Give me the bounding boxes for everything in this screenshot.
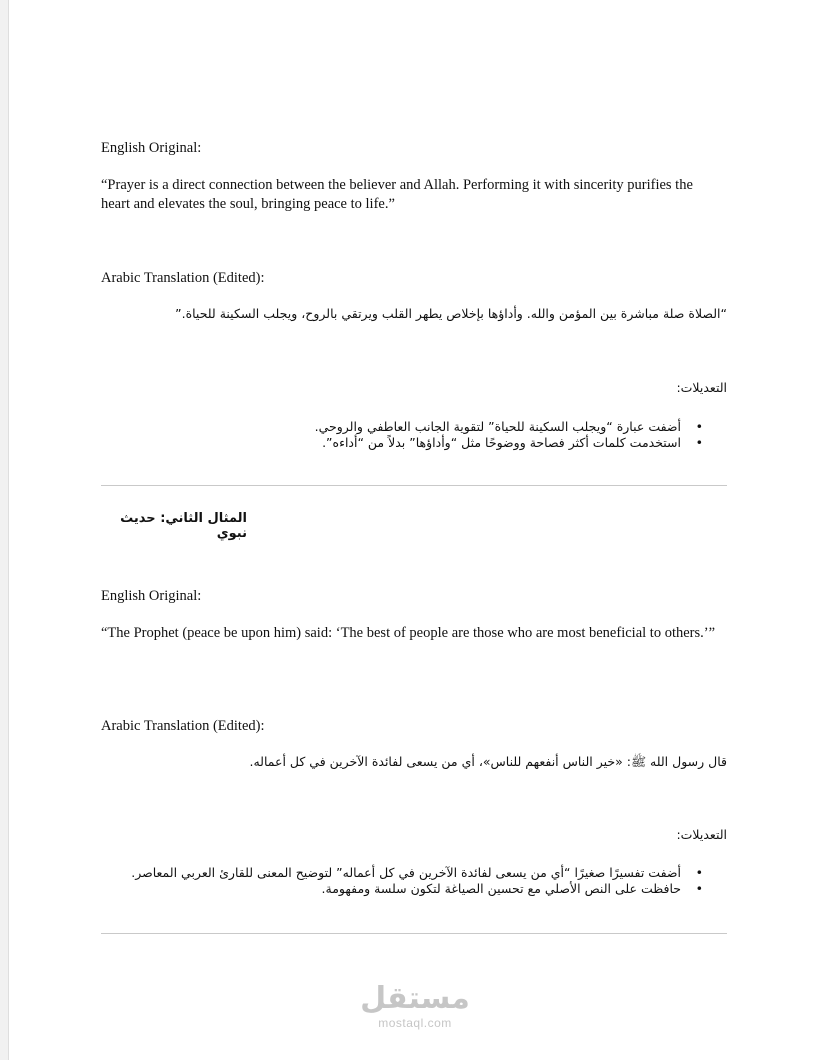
divider: [101, 933, 727, 934]
edits-label-2: التعديلات:: [676, 827, 727, 842]
arabic-translation-text-1: “الصلاة صلة مباشرة بين المؤمن والله. وأداؤها بإخلاص يطهر القلب ويرتقي بالروح، ويجلب السكينة للحياة.”: [175, 306, 727, 321]
arabic-translation-text-2: قال رسول الله ﷺ: «خير الناس أنفعهم للناس»، أي من يسعى لفائدة الآخرين في كل أعماله.: [249, 754, 727, 769]
edit-item: • أضفت تفسيرًا صغيرًا “أي من يسعى لفائدة الآخرين في كل أعماله” لتوضيح المعنى للقارئ العربي المعاصر.: [131, 865, 703, 880]
bullet-icon: •: [695, 419, 703, 434]
english-original-text-1: “Prayer is a direct connection between the believer and Allah. Performing it with sincerity purifies the heart and elevates the soul, bringing peace to life.”: [101, 177, 693, 212]
watermark-latin: mostaql.com: [378, 1016, 452, 1030]
arabic-translation-label-2: Arabic Translation (Edited):: [101, 718, 265, 734]
edits-label-1: التعديلات:: [676, 380, 727, 395]
edit-item: • أضفت عبارة “ويجلب السكينة للحياة” لتقوية الجانب العاطفي والروحي.: [314, 419, 703, 434]
page-edge: [0, 0, 9, 1060]
english-original-label-2: English Original:: [101, 588, 202, 604]
divider: [101, 485, 727, 486]
edit-item: • استخدمت كلمات أكثر فصاحة ووضوحًا مثل “وأداؤها” بدلاً من “أداءه”.: [322, 435, 703, 450]
mostaql-watermark: [360, 982, 470, 1030]
edits-list-1: [101, 419, 707, 451]
english-original-label-1: English Original:: [101, 140, 202, 156]
english-original-text-2: “The Prophet (peace be upon him) said: ‘The best of people are those who are most beneficial to others.’”: [101, 625, 716, 641]
bullet-icon: •: [695, 435, 703, 450]
edits-list-2: [101, 865, 707, 897]
edit-item: • حافظت على النص الأصلي مع تحسين الصياغة لتكون سلسة ومفهومة.: [321, 881, 703, 896]
bullet-icon: •: [695, 881, 703, 896]
watermark-arabic: مستقل: [360, 981, 470, 1016]
arabic-translation-label-1: Arabic Translation (Edited):: [101, 270, 265, 286]
section-heading-2: المثال الثاني: حديث نبوي: [120, 511, 247, 541]
bullet-icon: •: [695, 865, 703, 880]
